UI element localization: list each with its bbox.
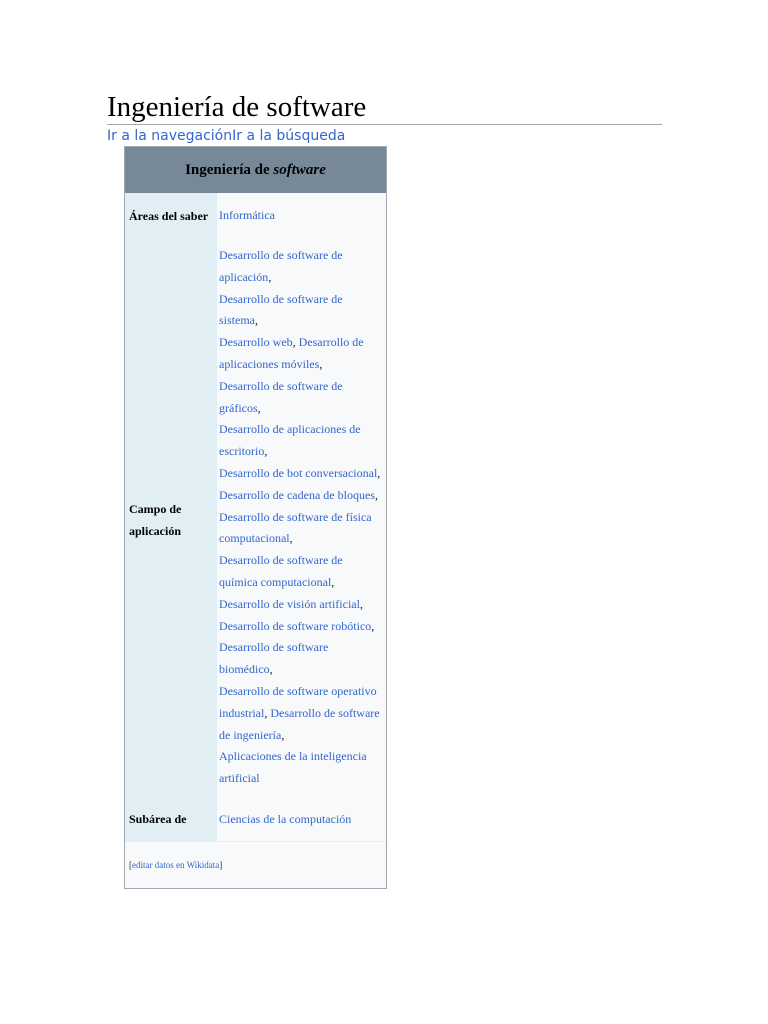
campo-item-link[interactable]: Desarrollo de software robótico	[219, 618, 372, 633]
jump-links	[107, 127, 662, 145]
infobox-row-areas	[125, 193, 386, 242]
campo-item-link[interactable]: Desarrollo de visión artificial	[219, 596, 360, 611]
campo-item-link[interactable]: Desarrollo de software de sistema	[219, 291, 343, 328]
areas-label: Áreas del saber	[125, 193, 217, 242]
campo-value-list: Desarrollo de software de aplicación, Desarrollo de software de sistema, Desarrollo web, Desarrollo de aplicaciones móviles, Desarrollo de software de gráficos, Desarrollo de aplicaciones de escritorio, Desarrollo de bot conversacional, Desarrollo de cadena de bloques, Desarrollo de software de física computacional, Desarrollo de software de química computacional, Desarrollo de visión artificial, Desarrollo de software robótico, Desarrollo de software biomédico, Desarrollo de software operativo industrial, Desarrollo de software de ingeniería, Aplicaciones de la inteligencia artificial	[219, 248, 381, 786]
campo-item-link[interactable]: Desarrollo de cadena de bloques	[219, 487, 375, 502]
campo-item-link[interactable]: Desarrollo de bot conversacional	[219, 465, 378, 480]
areas-value-link[interactable]: Informática	[219, 208, 275, 222]
campo-item-link[interactable]: Aplicaciones de la inteligencia artificial	[219, 749, 367, 786]
subarea-label: Subárea de	[125, 798, 217, 841]
campo-item-link[interactable]: Desarrollo de software de gráficos	[219, 378, 343, 415]
campo-item-link[interactable]: Desarrollo de aplicaciones de escritorio	[219, 422, 361, 459]
infobox-header-prefix: Ingeniería de	[185, 161, 274, 178]
infobox-row-campo	[125, 242, 386, 798]
infobox-row-subarea	[125, 798, 386, 841]
campo-item-link[interactable]: Desarrollo de software biomédico	[219, 640, 329, 677]
campo-item-link[interactable]: Desarrollo de software de ingeniería	[219, 705, 380, 742]
campo-item-link[interactable]: Desarrollo de software de física computacional	[219, 509, 372, 546]
footer-bracket-open: [	[129, 859, 132, 870]
campo-label: Campo de aplicación	[125, 242, 217, 798]
footer-bracket-close: ]	[219, 859, 223, 870]
jump-to-search-link[interactable]: Ir a la búsqueda	[232, 128, 346, 144]
campo-item-link[interactable]: Desarrollo de software de química computacional	[219, 553, 343, 589]
jump-to-navigation-link[interactable]: Ir a la navegación	[107, 128, 233, 144]
subarea-value-link[interactable]: Ciencias de la computación	[219, 811, 352, 826]
campo-item-link[interactable]: Desarrollo de software operativo industrial	[219, 683, 377, 720]
page-content	[107, 90, 662, 145]
page-title: Ingeniería de software	[107, 90, 662, 125]
campo-item-link[interactable]: Desarrollo web	[219, 335, 293, 350]
campo-item-link[interactable]: Desarrollo de aplicaciones móviles	[219, 335, 364, 371]
infobox-header-italic: software	[273, 161, 326, 178]
campo-item-link[interactable]: Desarrollo de software de aplicación	[219, 248, 343, 284]
infobox-header	[125, 147, 386, 193]
infobox-footer	[125, 841, 386, 888]
infobox	[124, 146, 387, 889]
edit-wikidata-link[interactable]: editar datos en Wikidata	[132, 859, 220, 870]
